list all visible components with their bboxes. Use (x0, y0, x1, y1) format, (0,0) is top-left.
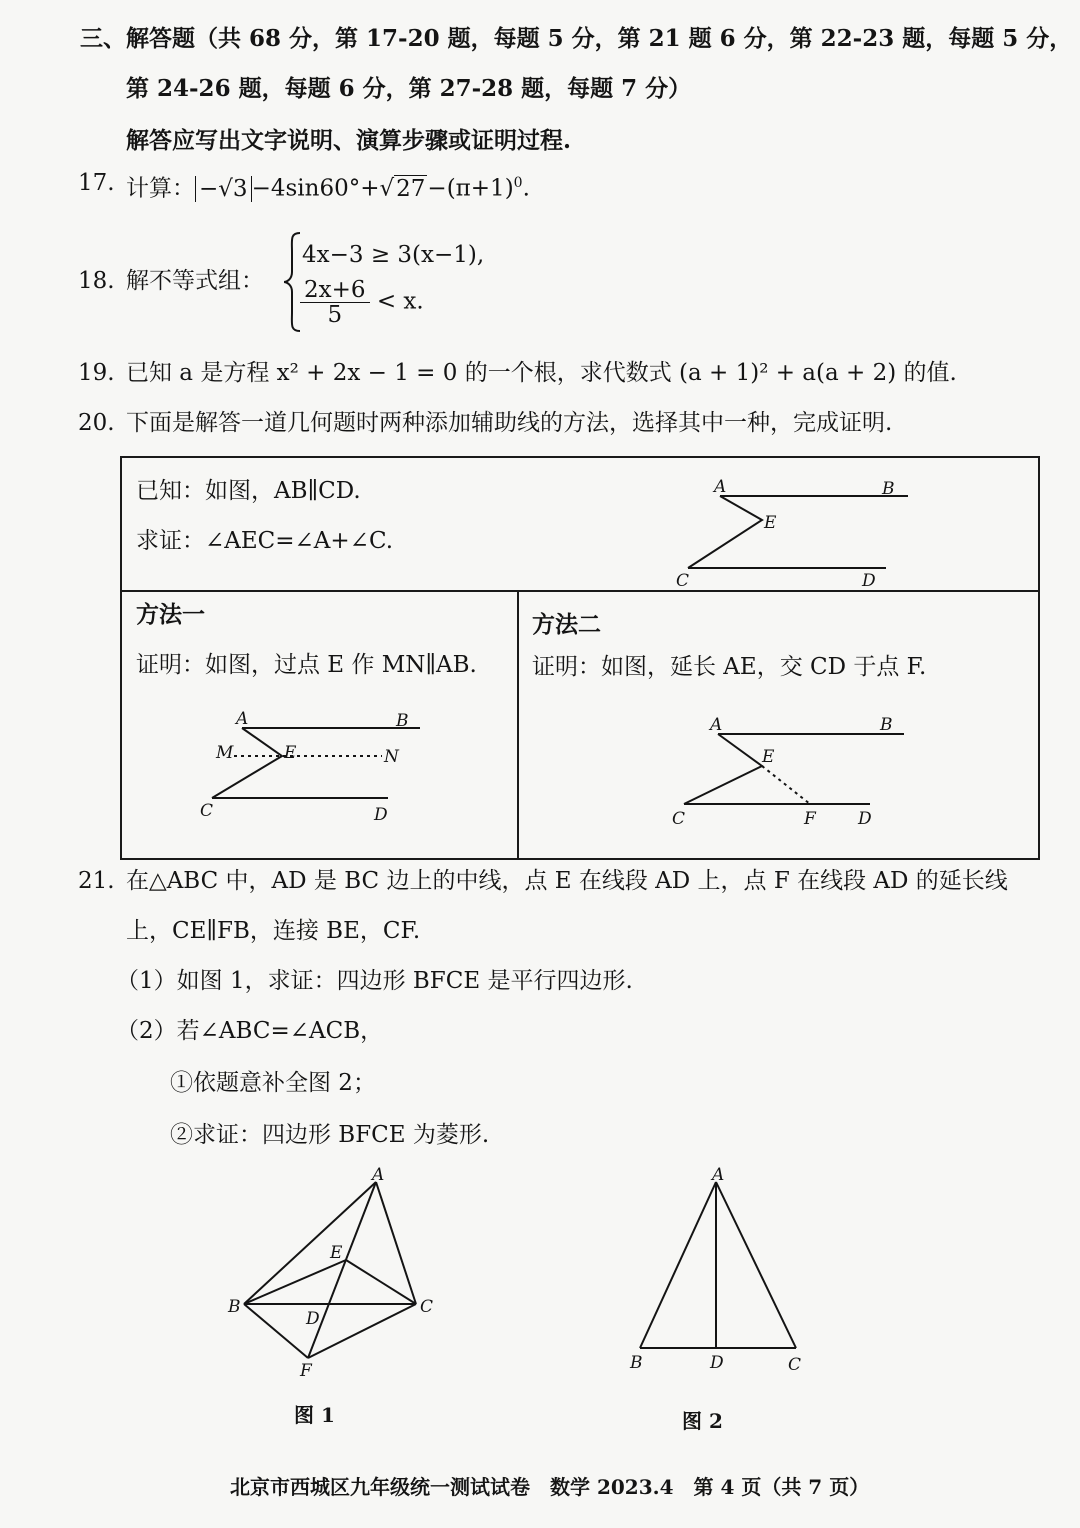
q17-exp: 0 (513, 175, 523, 191)
method2-title: 方法二 (532, 611, 601, 638)
q18-ineq2 (300, 278, 424, 327)
label-e: E (330, 1243, 343, 1263)
q21-line1: 在△ABC 中，AD 是 BC 边上的中线，点 E 在线段 AD 上，点 F 在线段 AD 的延长线 (126, 868, 1008, 894)
q21-number: 21. (78, 868, 115, 894)
f1-line-af (308, 1182, 376, 1358)
q18-frac-den: 5 (327, 302, 343, 328)
q18-fraction (300, 278, 370, 327)
q17-sqrt-sym: √ (379, 175, 395, 202)
f2-line-ab (640, 1182, 716, 1348)
label-b: B (228, 1297, 241, 1317)
label-d: D (306, 1309, 320, 1329)
method1-text: 证明：如图，过点 E 作 MN∥AB. (136, 652, 477, 678)
q20-col-divider (517, 590, 519, 860)
label-d: D (710, 1353, 724, 1373)
label-c: C (788, 1355, 802, 1375)
q21-part2: （2）若∠ABC=∠ACB， (116, 1018, 384, 1044)
label-n: N (384, 747, 399, 767)
method2-figure (664, 708, 914, 832)
q21-part1: （1）如图 1，求证：四边形 BFCE 是平行四边形. (116, 968, 633, 994)
label-b: B (880, 715, 893, 735)
label-b: B (396, 711, 409, 731)
q21-part2a: ①依题意补全图 2； (170, 1070, 376, 1096)
q21-line2: 上，CE∥FB，连接 BE，CF. (126, 918, 421, 944)
label-a: A (714, 477, 727, 497)
figure-1-caption: 图 1 (294, 1403, 335, 1427)
q17-end: . (522, 175, 530, 202)
f1-line-bf (244, 1304, 308, 1358)
label-e: E (762, 747, 775, 767)
label-m: M (216, 743, 234, 763)
method1-title: 方法一 (136, 601, 205, 628)
q17-abs: −√3 (195, 176, 252, 202)
f1-line-ac (376, 1182, 416, 1304)
q17-expression (126, 168, 530, 204)
method1-figure (190, 704, 440, 828)
q18-ineq2-tail: < x. (376, 288, 424, 315)
label-d: D (858, 809, 872, 829)
f1-line-ec (346, 1260, 416, 1304)
q20-given: 已知：如图，AB∥CD. (136, 478, 361, 504)
label-f: F (300, 1361, 312, 1380)
q18-number: 18. (78, 268, 115, 294)
label-d: D (862, 571, 876, 591)
m1-line-aec (212, 728, 282, 798)
f1-line-ab (244, 1182, 376, 1304)
label-a: A (710, 715, 723, 735)
figure-1 (222, 1164, 452, 1380)
q19-text: 已知 a 是方程 x² + 2x − 1 = 0 的一个根，求代数式 (a + 1)² + a(a + 2) 的值. (126, 360, 957, 386)
section-header-line1: 三、解答题（共 68 分，第 17-20 题，每题 5 分，第 21 题 6 分，第 22-23 题，每题 5 分， (80, 25, 1073, 52)
q17-part2: −(π+1) (427, 175, 514, 202)
section-header-line2: 第 24-26 题，每题 6 分，第 27-28 题，每题 7 分） (126, 75, 692, 102)
m2-line-ef (762, 766, 810, 804)
q17-number: 17. (78, 170, 115, 196)
section-header-line3: 解答应写出文字说明、演算步骤或证明过程. (126, 127, 572, 154)
label-c: C (420, 1297, 434, 1317)
label-a: A (712, 1165, 725, 1185)
label-a: A (372, 1165, 385, 1185)
q20-number: 20. (78, 410, 115, 436)
method2-text: 证明：如图，延长 AE，交 CD 于点 F. (532, 654, 927, 680)
fig-line-aec (688, 496, 762, 568)
q18-frac-num: 2x+6 (300, 278, 370, 303)
q17-sqrt: 27 (396, 175, 426, 202)
m2-line-aec (684, 734, 762, 804)
q20-text: 下面是解答一道几何题时两种添加辅助线的方法，选择其中一种，完成证明. (126, 410, 893, 436)
figure-2 (620, 1162, 820, 1378)
label-a: A (236, 709, 249, 729)
page-footer: 北京市西城区九年级统一测试试卷 数学 2023.4 第 4 页（共 7 页） (230, 1475, 870, 1499)
label-c: C (676, 571, 690, 591)
q20-prove: 求证：∠AEC=∠A+∠C. (136, 528, 394, 554)
f2-line-ac (716, 1182, 796, 1348)
q20-main-figure (660, 474, 930, 594)
figure-2-caption: 图 2 (682, 1409, 723, 1433)
f1-line-fc (308, 1304, 416, 1358)
label-d: D (374, 805, 388, 825)
label-e: E (284, 743, 297, 763)
label-e: E (764, 513, 777, 533)
q19-number: 19. (78, 360, 115, 386)
q18-ineq1: 4x−3 ≥ 3(x−1), (302, 242, 485, 268)
q17-lead: 计算： (126, 175, 195, 202)
q21-part2b: ②求证：四边形 BFCE 为菱形. (170, 1122, 490, 1148)
label-f: F (804, 809, 816, 829)
label-b: B (882, 479, 895, 499)
q18-lead: 解不等式组： (126, 268, 264, 294)
q17-part1: −4sin60°+ (251, 175, 380, 202)
label-c: C (672, 809, 686, 829)
label-c: C (200, 801, 214, 821)
label-b: B (630, 1353, 643, 1373)
